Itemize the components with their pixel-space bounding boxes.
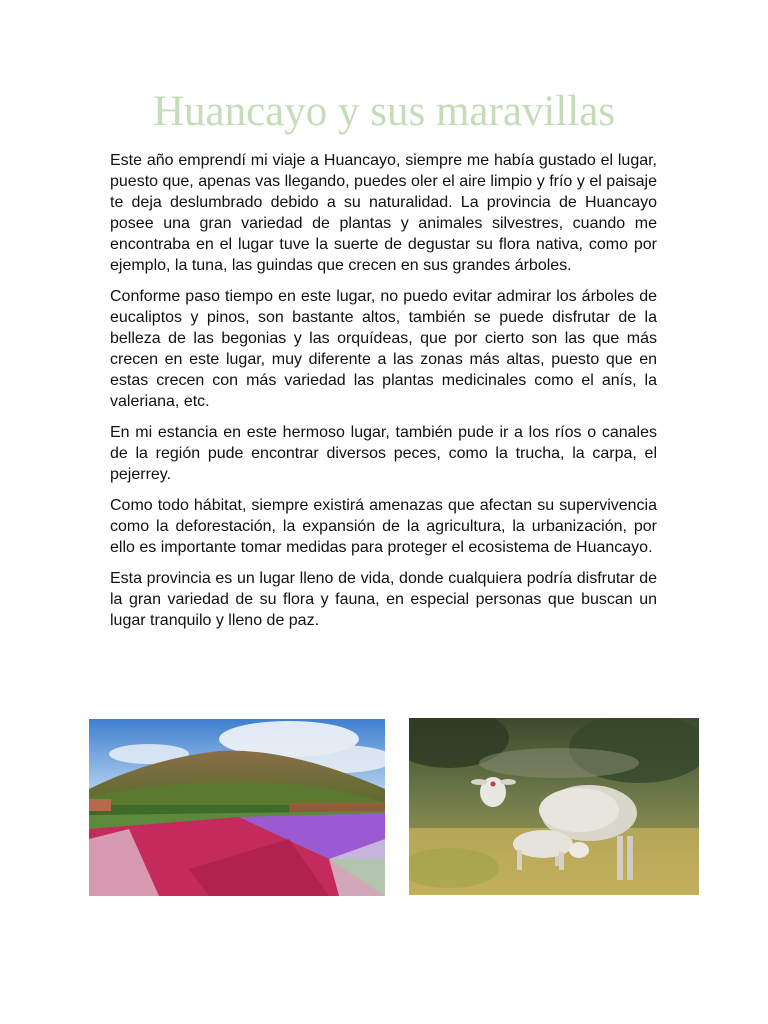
paragraph: En mi estancia en este hermoso lugar, también pude ir a los ríos o canales de la región pude encontrar diversos peces, como la trucha, la carpa, el pejerrey. (110, 424, 657, 483)
document-title: Huancayo y sus maravillas (152, 88, 616, 135)
sheep-and-lamb-image (409, 718, 699, 895)
paragraph: Esta provincia es un lugar lleno de vida, donde cualquiera podría disfrutar de la gran variedad de su flora y fauna, en especial personas que buscan un lugar tranquilo y lleno de paz. (110, 570, 657, 629)
flower-field-photo (89, 719, 385, 896)
flower-field-image (89, 719, 385, 896)
document-body (110, 150, 657, 641)
paragraph: Conforme paso tiempo en este lugar, no puedo evitar admirar los árboles de eucaliptos y pinos, son bastante altos, también se puede disfrutar de la belleza de las begonias y las orquídeas, que por cierto son las que más crecen en este lugar, muy diferente a las zonas más altas, puesto que en estas crecen con más variedad las plantas medicinales como el anís, la valeriana, etc. (110, 288, 657, 410)
paragraph: Este año emprendí mi viaje a Huancayo, siempre me había gustado el lugar, puesto que, apenas vas llegando, puedes oler el aire limpio y frío y el paisaje te deja deslumbrado debido a su naturalidad. La provincia de Huancayo posee una gran variedad de plantas y animales silvestres, cuando me encontraba en el lugar tuve la suerte de degustar su flora nativa, como por ejemplo, la tuna, las guindas que crecen en sus grandes árboles. (110, 152, 657, 274)
paragraph: Como todo hábitat, siempre existirá amenazas que afectan su supervivencia como la deforestación, la expansión de la agricultura, la urbanización, por ello es importante tomar medidas para proteger el ecosistema de Huancayo. (110, 497, 657, 556)
sheep-photo (409, 718, 699, 895)
